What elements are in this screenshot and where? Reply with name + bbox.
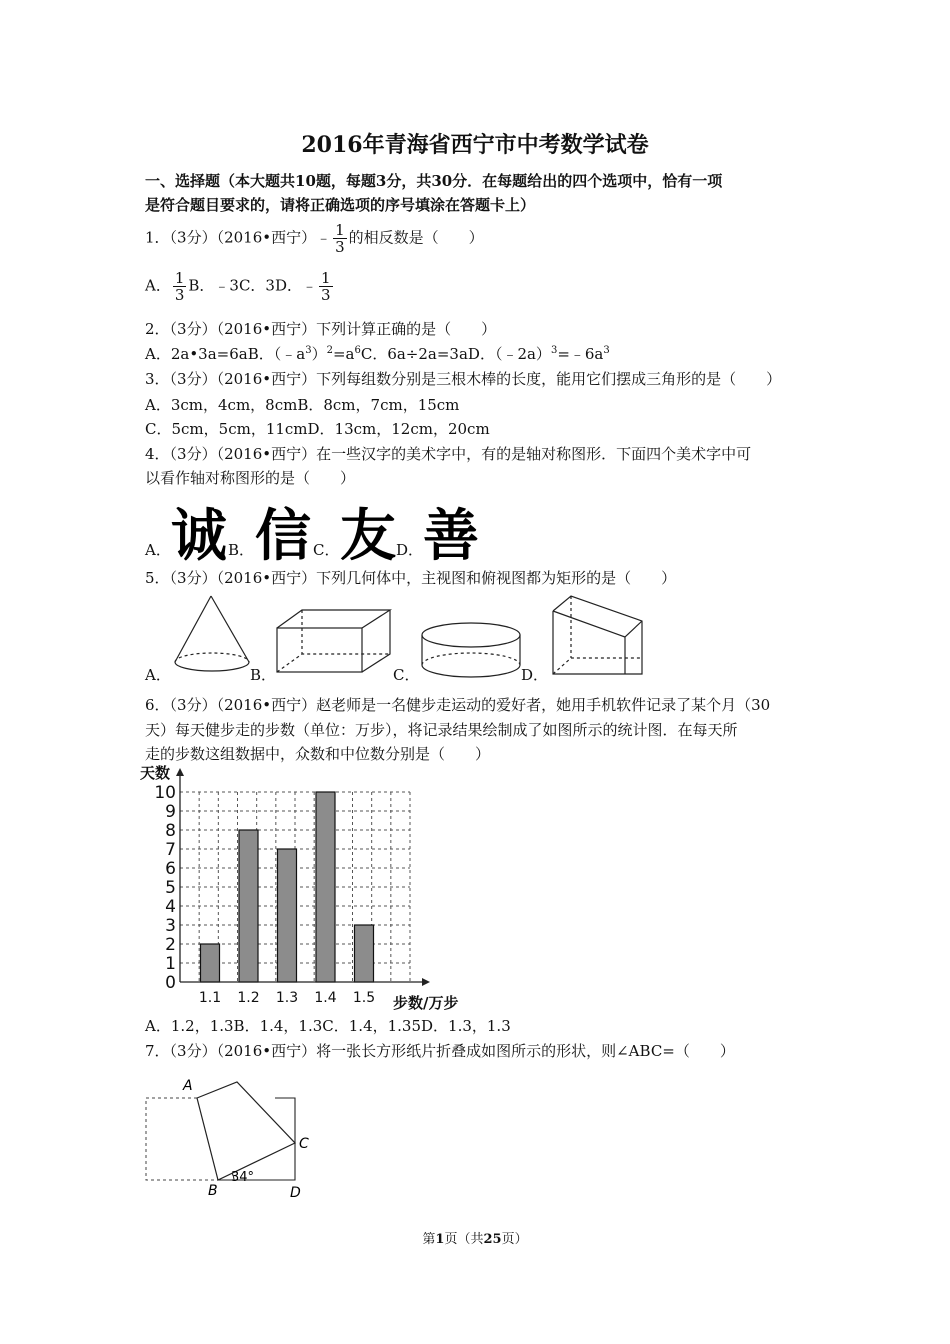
bar-1.1 [201, 944, 220, 982]
y-tick-label: 6 [165, 859, 176, 879]
q6-stem-line1: 6．（3分）（2016•西宁）赵老师是一名健步走运动的爱好者，她用手机软件记录了某个月（30 [145, 696, 771, 714]
footer-suffix: 页） [501, 1232, 528, 1247]
q1-opt-d-num: 1 [321, 269, 331, 287]
q7-stem: 7．（3分）（2016•西宁）将一张长方形纸片折叠成如图所示的形状，则∠ABC=（ ） [145, 1042, 735, 1060]
q3-options-ab: A．3cm，4cm，8cmB．8cm，7cm，15cm [145, 396, 460, 414]
y-tick-label: 0 [165, 973, 176, 993]
q1-fraction [333, 222, 347, 255]
q7-label-c: C [299, 1136, 309, 1152]
y-tick-label: 1 [165, 954, 176, 974]
q4-char-a: 诚 [171, 504, 225, 569]
q2-opt-sup3: 6 [354, 345, 361, 356]
section-heading-line1: 一、选择题（本大题共10题，每题3分，共30分．在每题给出的四个选项中，恰有一项 [145, 172, 723, 190]
y-tick-label: 3 [165, 916, 176, 936]
q5-label-c: C． [393, 666, 420, 684]
y-tick-label: 7 [165, 840, 176, 860]
q4-char-c: 友 [340, 504, 394, 569]
q2-opt-part2: ） [311, 345, 327, 363]
q7-label-b: B [208, 1183, 218, 1199]
q2-opt-sup1: 3 [305, 345, 312, 356]
y-tick-label: 5 [165, 878, 176, 898]
x-tick-label: 1.1 [198, 990, 222, 1006]
q1-stem-suffix: 的相反数是（ ） [348, 228, 484, 247]
q4-label-c: C． [313, 541, 340, 559]
chart-bars [201, 792, 374, 982]
paper-title: 2016年青海省西宁市中考数学试卷 [301, 132, 649, 158]
x-tick-label: 1.4 [314, 990, 337, 1006]
section-heading-line2: 是符合题目要求的，请将正确选项的序号填涂在答题卡上） [145, 196, 536, 214]
q5-stem: 5．（3分）（2016•西宁）下列几何体中，主视图和俯视图都为矩形的是（ ） [145, 569, 677, 587]
q2-opt-sup5: 3 [603, 345, 610, 356]
x-tick-label: 1.3 [275, 990, 299, 1006]
q1-frac-den: 3 [335, 238, 345, 256]
q2-opt-part1: A．2a•3a=6aB．（﹣a [145, 345, 306, 363]
q3-stem: 3．（3分）（2016•西宁）下列每组数分别是三根木棒的长度，能用它们摆成三角形的是（ ） [145, 370, 782, 388]
q2-opt-part4: C．6a÷2a=3aD．（﹣2a） [360, 345, 551, 363]
q5-label-a: A． [145, 666, 171, 684]
q1-opt-a-fraction [173, 270, 187, 303]
bar-1.4 [316, 792, 335, 982]
q4-char-d: 善 [423, 504, 477, 569]
q7-folded-flap [197, 1082, 295, 1180]
y-axis-title: 天数 [140, 764, 171, 782]
q2-stem: 2．（3分）（2016•西宁）下列计算正确的是（ ） [145, 320, 497, 338]
footer-page-number: 1 [435, 1232, 445, 1247]
q7-label-d: D [290, 1185, 301, 1201]
q5-label-b: B． [250, 666, 277, 684]
q3-options-cd: C．5cm，5cm，11cmD．13cm，12cm，20cm [145, 420, 490, 438]
q7-label-a: A [183, 1078, 193, 1094]
x-axis-arrow [422, 978, 430, 986]
q4-stem-line1: 4．（3分）（2016•西宁）在一些汉字的美术字中，有的是轴对称图形．下面四个美术字中可 [145, 445, 752, 463]
q1-opt-a-label: A． [145, 276, 171, 295]
q1-opt-d-fraction [319, 270, 333, 303]
bar-1.5 [355, 925, 374, 982]
footer-page-total: 25 [483, 1232, 502, 1247]
footer-middle: 页（共 [444, 1232, 484, 1247]
q1-stem [145, 222, 484, 255]
q4-stem-line2: 以看作轴对称图形的是（ ） [145, 469, 356, 487]
q6-stem-line2: 天）每天健步走的步数（单位：万步），将记录结果绘制成了如图所示的统计图．在每天所 [145, 721, 738, 739]
q1-stem-prefix: 1．（3分）（2016•西宁）﹣ [145, 228, 332, 247]
q6-stem-line3: 走的步数这组数据中，众数和中位数分别是（ ） [145, 745, 491, 763]
q6-bar-chart [140, 760, 480, 1010]
q1-opt-rest: B．﹣3C．3D．﹣ [188, 276, 318, 295]
q2-opt-part5: =﹣6a [557, 345, 604, 363]
q4-label-a: A． [145, 541, 171, 559]
cuboid-figure [277, 610, 390, 672]
page-footer [0, 1228, 950, 1247]
y-tick-label: 9 [165, 802, 176, 822]
q6-options: A．1.2，1.3B．1.4，1.3C．1.4，1.35D．1.3，1.3 [145, 1017, 511, 1035]
q1-options [145, 270, 335, 303]
x-tick-label: 1.5 [352, 990, 376, 1006]
q2-options [145, 343, 610, 364]
q4-label-b: B． [228, 541, 255, 559]
q2-opt-sup2: 2 [326, 345, 333, 356]
q7-folded-paper-figure [140, 1070, 340, 1205]
q2-opt-part3: =a [332, 345, 355, 363]
q2-opt-sup4: 3 [550, 345, 558, 356]
x-tick-label: 1.2 [237, 990, 260, 1006]
q1-opt-d-den: 3 [321, 286, 331, 304]
footer-prefix: 第 [422, 1232, 436, 1247]
q5-label-d: D． [521, 666, 549, 684]
bar-1.3 [278, 849, 297, 982]
q4-label-d: D． [396, 541, 424, 559]
y-tick-label: 8 [165, 821, 176, 841]
prism-figure [553, 596, 642, 674]
y-axis-arrow [176, 768, 184, 776]
q7-remaining-rectangle [218, 1098, 295, 1180]
y-tick-label: 4 [165, 897, 176, 917]
x-axis-title: 步数/万步 [393, 994, 459, 1010]
q7-angle-label: 34° [231, 1170, 255, 1185]
q1-opt-a-num: 1 [174, 269, 185, 287]
bar-1.2 [239, 830, 258, 982]
y-tick-label: 10 [154, 783, 176, 803]
cone-figure [175, 596, 249, 671]
q1-opt-a-den: 3 [174, 286, 185, 304]
q4-char-b: 信 [255, 504, 309, 569]
cylinder-figure [422, 623, 520, 677]
q1-frac-num: 1 [335, 221, 345, 239]
y-tick-label: 2 [165, 935, 176, 955]
